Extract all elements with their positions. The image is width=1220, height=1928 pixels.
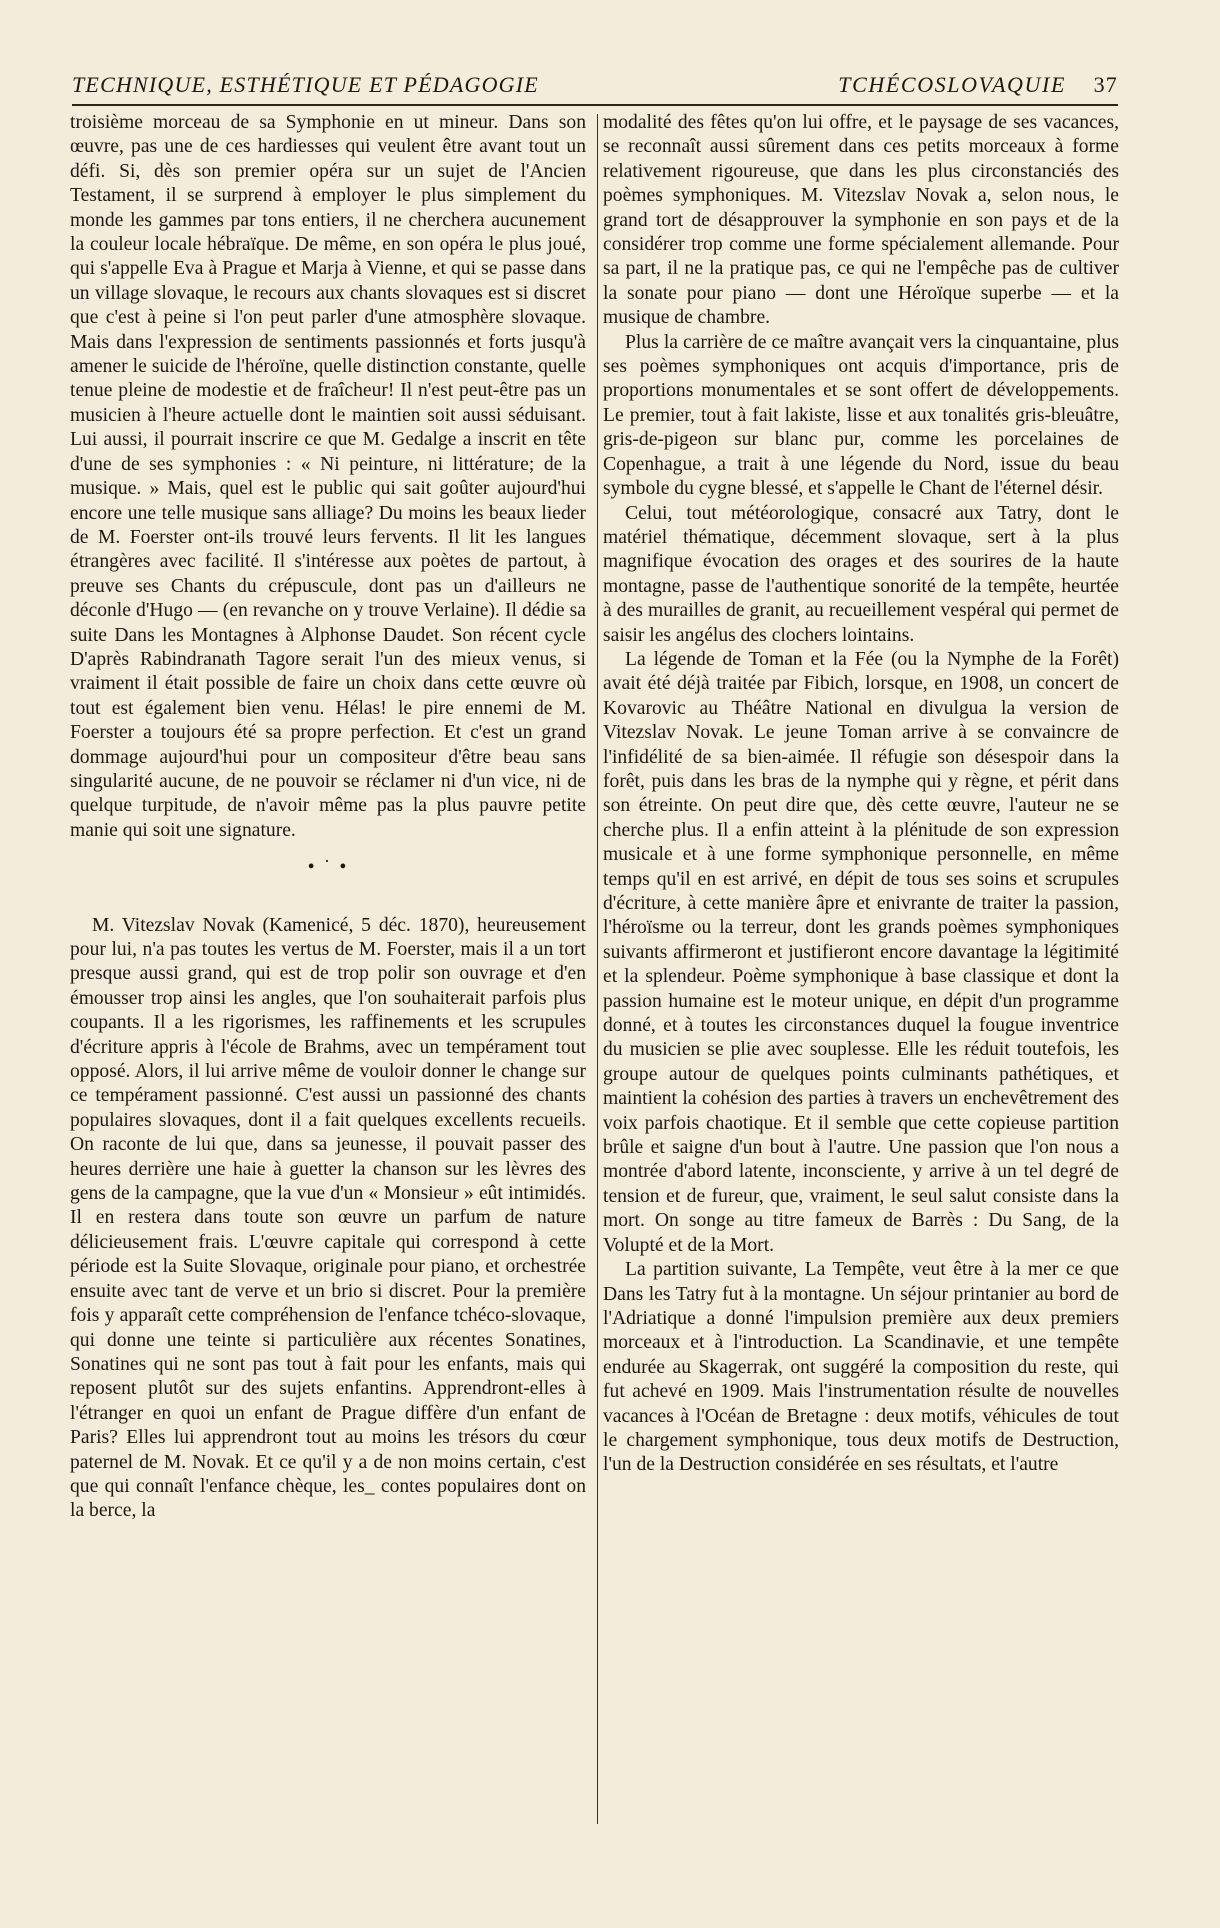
- paragraph: troisième morceau de sa Symphonie en ut mineur. Dans son œuvre, pas une de ces hardiesses qui veulent être avant tout un défi. Si, dès son premier opéra sur un sujet de l'Ancien Testament, il se surprend à employer le plus simplement du monde les gammes par tons entiers, il ne cherchera aucunement la couleur locale hébraïque. De même, en son opéra le plus joué, qui s'appelle Eva à Prague et Marja à Vienne, et qui se passe dans un village slovaque, le recours aux chants slovaques est si discret que c'est à peine si l'on peut parler d'une atmosphère slovaque. Mais dans l'expression de sentiments passionnés et forts jusqu'à amener le suicide de l'héroïne, quelle distinction constante, quelle tenue pleine de modestie et de fraîcheur! Il n'est peut-être pas un musicien à l'heure actuelle dont le maintien soit aussi séduisant. Lui aussi, il pourrait inscrire ce que M. Gedalge a inscrit en tête d'une de ses symphonies : « Ni peinture, ni littérature; de la musique. » Mais, quel est le public qui sait goûter aujourd'hui encore une telle musique sans alliage? Du moins les beaux lieder de M. Foerster ont-ils trouvé leurs fervents. Il lit les langues étrangères avec facilité. Il s'intéresse aux poètes de partout, à preuve ses Chants du crépuscule, dont pas un d'ailleurs ne déconle d'Hugo — (en revanche on y trouve Verlaine). Il dédie sa suite Dans les Montagnes à Alphonse Daudet. Son récent cycle D'après Rabindranath Tagore serait l'un des mieux venus, si vraiment il était possible de faire un choix dans cette œuvre où tout est également bien venu. Hélas! le pire ennemi de M. Foerster a toujours été sa propre perfection. Et c'est un grand dommage aujourd'hui pour un compositeur d'être beau sans singularité aucune, de ne pouvoir se réclamer ni d'un vice, ni de quelque turpitude, de n'avoir même pas la plus pauvre petite manie qui soit une signature.: [70, 112, 586, 841]
- paragraph: Celui, tout météorologique, consacré aux Tatry, dont le matériel thématique, décemment slovaque, sert à la plus magnifique évocation des orages et des sourires de la haute montagne, passe de l'authentique sonorité de la tempête, heurtée à des murailles de granit, au recueillement vespéral qui permet de saisir les angélus des clochers lointains.: [603, 502, 1119, 646]
- running-header: [72, 72, 1118, 104]
- paragraph: Plus la carrière de ce maître avançait vers la cinquantaine, plus ses poèmes symphoniques ont acquis d'importance, pris de proportions monumentales et se sont offert de développements. Le premier, tout à fait lakiste, lisse et aux tonalités gris-bleuâtre, gris-de-pigeon sur blanc pur, comme les porcelaines de Copenhague, a trait à une légende du Nord, issue du beau symbole du cygne blessé, et s'appelle le Chant de l'éternel désir.: [603, 331, 1119, 500]
- column-divider: [597, 114, 598, 1824]
- paragraph: M. Vitezslav Novak (Kamenicé, 5 déc. 1870), heureusement pour lui, n'a pas toutes les vertus de M. Foerster, mais il a un tort presque aussi grand, qui est de trop polir son ouvrage et d'en émousser trop ainsi les angles, que l'on souhaiterait parfois plus coupants. Il a les rigorismes, les raffinements et les scrupules d'écriture appris à l'école de Brahms, avec un tempérament tout opposé. Alors, il lui arrive même de vouloir donner le change sur ce tempérament passionné. C'est aussi un passionné des chants populaires slovaques, dont il a fait quelques excellents recueils. On raconte de lui que, dans sa jeunesse, il pouvait passer des heures derrière une haie à guetter la chanson sur les lèvres des gens de la campagne, que la vue d'un « Monsieur » eût intimidés. Il en restera dans toute son œuvre un parfum de nature délicieusement frais. L'œuvre capitale qui correspond à cette période est la Suite Slovaque, originale pour piano, et orchestrée ensuite avec tant de verve et un brio si discret. Pour la première fois y apparaît cette compréhension de l'enfance tchéco-slovaque, qui donne une teinte si particulière aux récentes Sonatines, Sonatines qui ne sont pas tout à fait pour les enfants, mais qui reposent plutôt sur des sujets enfantins. Apprendront-elles à l'étranger en quoi un enfant de Prague diffère d'un enfant de Paris? Elles lui apprendront tout au moins les trésors du cœur paternel de M. Novak. Et ce qu'il y a de non moins certain, c'est que qui connaît l'enfance chèque, les_ contes populaires dont on la berce, la: [70, 914, 586, 1522]
- header-left-title: TECHNIQUE, ESTHÉTIQUE ET PÉDAGOGIE: [72, 72, 539, 97]
- right-column: [603, 111, 1119, 1478]
- section-separator: • ˙ •: [307, 856, 349, 879]
- left-column: [70, 111, 586, 1524]
- paragraph: La partition suivante, La Tempête, veut être à la mer ce que Dans les Tatry fut à la montagne. Un séjour printanier au bord de l'Adriatique a donné l'impulsion première aux deux premiers morceaux et à l'introduction. La Scandinavie, et une tempête endurée au Skagerrak, ont suggéré la composition du reste, qui fut achevé en 1909. Mais l'instrumentation résulte de nouvelles vacances à l'Océan de Bretagne : deux motifs, véhicules de tout le chargement symphonique, tous deux motifs de Destruction, l'un de la Destruction considérée en ses résultats, et l'autre: [603, 1259, 1119, 1476]
- header-rule: [72, 104, 1118, 106]
- paragraph: La légende de Toman et la Fée (ou la Nymphe de la Forêt) avait été déjà traitée par Fibich, lorsque, en 1908, un concert de Kovarovic au Théâtre National en divulgua la version de Vitezslav Novak. Le jeune Toman arrive à se convaincre de l'infidélité de sa bien-aimée. Il réfugie son désespoir dans la forêt, puis dans les bras de la nymphe qui y règne, et périt dans son étreinte. On peut dire que, dès cette œuvre, l'auteur ne se cherche plus. Il a enfin atteint à la plénitude de son expression musicale et à une forme symphonique personnelle, en même temps qu'il en est arrivé, en dépit de tous ses soins et scrupules d'écriture, à cette manière âpre et enivrante de traiter la passion, l'héroïsme ou la terreur, dont les grands poèmes symphoniques suivants affirmeront et justifieront encore davantage la légitimité et la splendeur. Poème symphonique à base classique et dont la passion humaine est le moteur unique, en dépit d'un programme donné, et à toutes les circonstances duquel la fougue inventrice du musicien se plie avec souplesse. Elle les réduit toutefois, les groupe autour de quelques points culminants pathétiques, et maintient la cohésion des parties à travers un enchevêtrement des voix parfois chaotique. Et il semble que cette copieuse partition brûle et saigne d'un bout à l'autre. Une passion que l'on nous a montrée d'abord latente, inconsciente, y arrive à un tel degré de tension et de fureur, que, vraiment, le seul salut consiste dans la mort. On songe au titre fameux de Barrès : Du Sang, de la Volupté et de la Mort.: [603, 648, 1119, 1256]
- paragraph: modalité des fêtes qu'on lui offre, et le paysage de ses vacances, se reconnaît aussi sûrement dans ces petits morceaux à forme relativement rigoureuse, que dans les plus circonstanciés des poèmes symphoniques. M. Vitezslav Novak a, selon nous, le grand tort de désapprouver la symphonie en son pays et de la considérer trop comme une forme spécialement allemande. Pour sa part, il ne la pratique pas, ce qui ne l'empêche pas de cultiver la sonate pour piano — dont une Héroïque superbe — et la musique de chambre.: [603, 112, 1119, 329]
- page-number: 37: [1093, 72, 1118, 97]
- header-right-title: TCHÉCOSLOVAQUIE: [838, 72, 1066, 97]
